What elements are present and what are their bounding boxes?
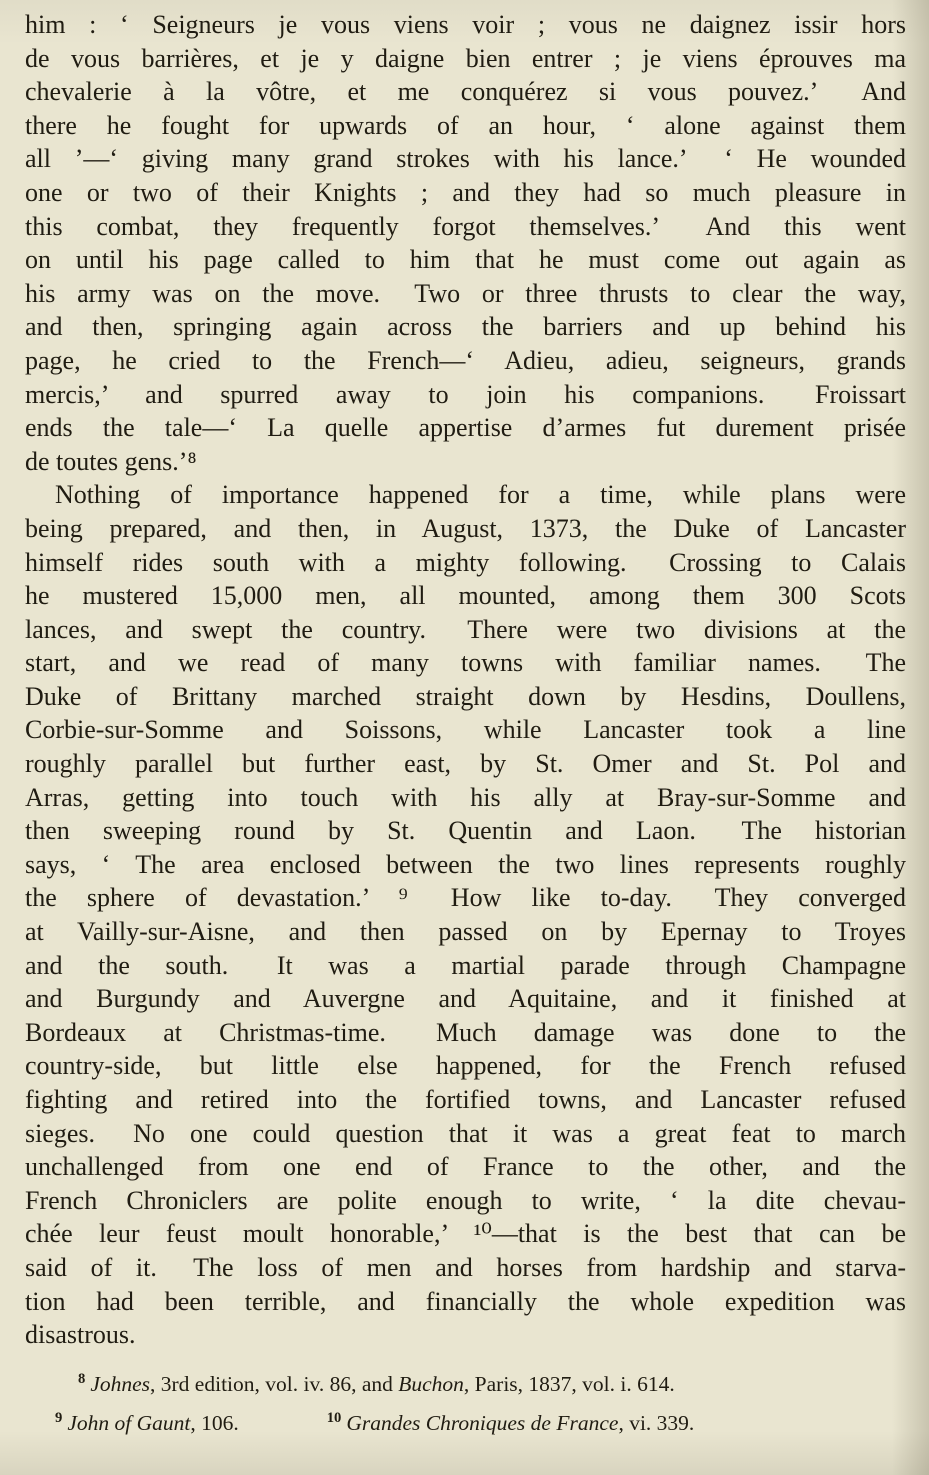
footnote-marker-10: 10 [326,1409,342,1426]
footnote-work-buchon: Buchon [398,1371,464,1396]
text-line: the sphere of devastation.’ ⁹ How like to-day. They converged [25,883,906,913]
text-line: on until his page called to him that he must come out again as [25,245,906,275]
text-line: chevalerie à la vôtre, et me conquérez si vous pouvez.’ And [25,77,906,107]
footnote-marker-9: 9 [55,1409,63,1426]
text-line: unchallenged from one end of France to the other, and the [25,1152,906,1182]
text-line: says, ‘ The area enclosed between the two lines represents roughly [25,849,906,879]
paragraph-lines [25,8,906,445]
text-line: disastrous. [25,1320,136,1350]
footnote-8 [25,1362,906,1401]
footnotes [25,1362,906,1440]
footnote-text: , 3rd edition, vol. iv. 86, and [150,1371,399,1396]
text-line: said of it. The loss of men and horses from hardship and starva- [25,1252,906,1282]
footnote-text: , vi. 339. [618,1411,695,1436]
paragraph-froissart-tale [25,8,906,478]
footnote-work-grandes-chroniques: Grandes Chroniques de France [346,1411,619,1436]
text-line: mercis,’ and spurred away to join his companions. Froissart [25,379,906,409]
text-line: Nothing of importance happened for a time, while plans were [55,480,906,510]
text-line: himself rides south with a mighty following. Crossing to Calais [25,547,906,577]
text-line: at Vailly-sur-Aisne, and then passed on by Epernay to Troyes [25,917,906,947]
text-line: chée leur feust moult honorable,’ ¹⁰—that is the best that can be [25,1219,906,1249]
text-line: and Burgundy and Auvergne and Aquitaine, and it finished at [25,984,906,1014]
text-line: then sweeping round by St. Quentin and Laon. The historian [25,816,906,846]
text-line: being prepared, and then, in August, 1373, the Duke of Lancaster [25,513,906,543]
text-line: there he fought for upwards of an hour, ‘ alone against them [25,110,906,140]
body-text [25,8,906,1352]
text-line: Duke of Brittany marched straight down by Hesdins, Doullens, [25,681,906,711]
text-line: ends the tale—‘ La quelle appertise d’armes fut durement prisée [25,413,906,443]
text-line: one or two of their Knights ; and they had so much pleasure in [25,177,906,207]
text-line: lances, and swept the country. There were two divisions at the [25,614,906,644]
footnote-marker-8: 8 [78,1370,86,1387]
text-line: he mustered 15,000 men, all mounted, among them 300 Scots [25,581,906,611]
text-line: tion had been terrible, and financially the whole expedition was [25,1286,906,1316]
text-line: de toutes gens.’⁸ [25,446,197,476]
text-line: French Chroniclers are polite enough to write, ‘ la dite chevau- [25,1185,906,1215]
text-line: and the south. It was a martial parade through Champagne [25,950,906,980]
text-line: sieges. No one could question that it was a great feat to march [25,1118,906,1148]
footnote-text: , 106. [190,1411,239,1436]
text-line: Corbie-sur-Somme and Soissons, while Lancaster took a line [25,715,906,745]
text-line: country-side, but little else happened, for the French refused [25,1051,906,1081]
text-line: and then, springing again across the barriers and up behind his [25,312,906,342]
text-line: fighting and retired into the fortified towns, and Lancaster refused [25,1085,906,1114]
text-line: roughly parallel but further east, by St. Omer and St. Pol and [25,749,906,779]
footnote-work-john-of-gaunt: John of Gaunt [67,1411,191,1436]
footnote-10 [327,1411,695,1435]
paragraph-lancaster-campaign [25,478,906,1351]
text-line: Bordeaux at Christmas-time. Much damage was done to the [25,1017,906,1047]
text-line: de vous barrières, et je y daigne bien entrer ; je viens éprouves ma [25,43,906,73]
text-line: start, and we read of many towns with familiar names. The [25,648,906,678]
footnote-9 [55,1411,239,1435]
paragraph-lines [25,512,906,1318]
text-line: Arras, getting into touch with his ally at Bray-sur-Somme and [25,782,906,812]
footnote-text: , Paris, 1837, vol. i. 614. [463,1371,675,1396]
footnote-work-johnes: Johnes [90,1371,151,1396]
text-line: page, he cried to the French—‘ Adieu, adieu, seigneurs, grands [25,345,906,375]
text-line: his army was on the move. Two or three thrusts to clear the way, [25,278,906,308]
text-line: this combat, they frequently forgot themselves.’ And this went [25,211,906,241]
text-line: him : ‘ Seigneurs je vous viens voir ; vous ne daignez issir hors [25,10,906,39]
text-line: all ’—‘ giving many grand strokes with his lance.’ ‘ He wounded [25,144,906,174]
footnote-9-10 [25,1401,906,1440]
